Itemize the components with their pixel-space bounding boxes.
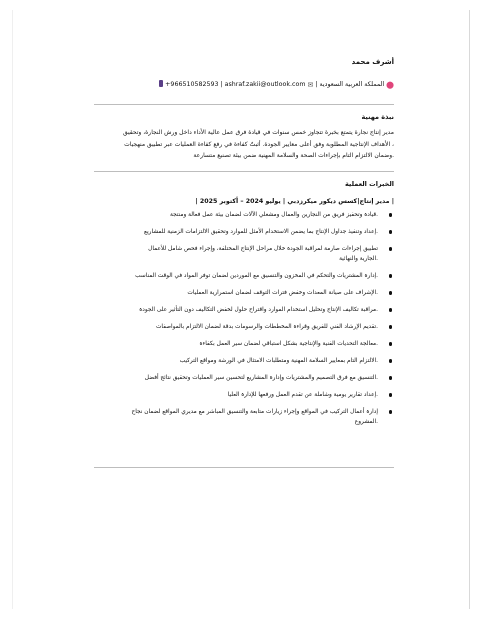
task-text: .معالجة التحديات الفنية والإنتاجية بشكل استباقي لضمان سير العمل بكفاءة bbox=[199, 340, 378, 347]
summary-line: ، الأهداف الإنتاجية المطلوبة وفق أعلى معايير الجودة. أثبتّ كفاءة في رفع كفاءة العمليات عبر تطبيق منهجيات bbox=[124, 140, 394, 148]
contact-line bbox=[94, 80, 394, 90]
bullet-icon bbox=[389, 410, 392, 413]
map-pin-icon: ⬤ bbox=[386, 81, 394, 89]
summary-heading: نبذة مهنية bbox=[361, 113, 394, 121]
task-item bbox=[94, 407, 394, 427]
contact-separator: | bbox=[315, 81, 318, 88]
location-text: المملكة العربية السعودية bbox=[319, 81, 385, 88]
bullet-icon bbox=[389, 274, 392, 277]
summary-line: .وضمان الالتزام التام بإجراءات الصحة والسلامة المهنية ضمن بيئة تصنيع متسارعة bbox=[193, 152, 394, 160]
contact-separator: | bbox=[220, 81, 223, 88]
experience-heading: الخبرات العملية bbox=[344, 179, 394, 188]
task-text: .مراقبة تكاليف الإنتاج وتحليل استخدام الموارد واقتراح حلول لخفض التكاليف دون التأثير على الجودة bbox=[139, 306, 378, 313]
summary-line: مدير إنتاج نجارة يتمتع بخبرة تتجاوز خمس سنوات في قيادة فرق عمل عالية الأداء داخل ورش النجارة، وتحقيق bbox=[123, 129, 394, 136]
bullet-icon bbox=[389, 342, 392, 345]
task-item bbox=[94, 227, 394, 237]
bullet-icon bbox=[389, 230, 392, 233]
email-link[interactable]: ashraf.zakii@outlook.com bbox=[224, 81, 306, 88]
bullet-icon bbox=[389, 291, 392, 294]
page-edge-left bbox=[12, 10, 13, 609]
phone-number[interactable]: +966510582593 bbox=[165, 81, 219, 88]
task-text: إدارة أعمال التركيب في المواقع وإجراء زيارات متابعة والتنسيق المباشر مع مديري المواقع لضمان نجاح .المشروع bbox=[131, 408, 378, 425]
resume-content bbox=[94, 58, 394, 468]
task-text: .إعداد وتنفيذ جداول الإنتاج بما يضمن الاستخدام الأمثل للموارد وتحقيق الالتزامات الزمنية للمشاريع bbox=[143, 228, 378, 235]
divider bbox=[94, 467, 394, 468]
task-text: .إدارة المشتريات والتحكم في المخزون والتنسيق مع الموردين لضمان توفر المواد في الوقت المناسب bbox=[135, 272, 378, 279]
bullet-icon bbox=[389, 247, 392, 250]
task-text: .الإشراف على صيانة المعدات وخفض فترات التوقف لضمان استمرارية العمليات bbox=[187, 289, 378, 296]
bullet-icon bbox=[389, 213, 392, 216]
task-text: .إعداد تقارير يومية وشاملة عن تقدم العمل ورفعها للإدارة العليا bbox=[227, 391, 378, 398]
divider bbox=[94, 171, 394, 172]
job-title: | مدير إنتاج|كسس ديكور ميكرزدبي | يوليو 2024 – أكتوبر 2025 | bbox=[195, 197, 394, 205]
divider bbox=[94, 104, 394, 105]
task-item bbox=[94, 288, 394, 298]
task-item bbox=[94, 271, 394, 281]
task-text: .التنسيق مع فرق التصميم والمشتريات وإدارة المشاريع لتحسين سير العمليات وتحقيق نتائج أفضل bbox=[144, 374, 378, 381]
task-item bbox=[94, 244, 394, 264]
task-item bbox=[94, 339, 394, 349]
task-item bbox=[94, 305, 394, 315]
mobile-phone-icon bbox=[159, 80, 163, 87]
task-item bbox=[94, 356, 394, 366]
envelope-icon: ✉ bbox=[307, 81, 314, 89]
bullet-icon bbox=[389, 308, 392, 311]
task-list bbox=[94, 210, 394, 427]
bullet-icon bbox=[389, 359, 392, 362]
summary-paragraph bbox=[94, 127, 394, 162]
candidate-name: أشرف محمد bbox=[351, 58, 394, 66]
page-edge-right bbox=[469, 10, 470, 609]
task-item bbox=[94, 390, 394, 400]
bullet-icon bbox=[389, 376, 392, 379]
task-text: .تقديم الإرشاد الفني للفريق وقراءة المخططات والرسومات بدقة لضمان الالتزام بالمواصفات bbox=[155, 323, 378, 330]
task-text: .قيادة وتحفيز فريق من النجارين والعمال ومشغلي الآلات لضمان بيئة عمل فعالة ومنتجة bbox=[170, 211, 378, 218]
bullet-icon bbox=[389, 393, 392, 396]
task-text: تطبيق إجراءات صارمة لمراقبة الجودة خلال مراحل الإنتاج المختلفة، وإجراء فحص شامل للأعمال .الجارية والنهائية bbox=[148, 245, 378, 262]
task-item bbox=[94, 322, 394, 332]
task-item bbox=[94, 210, 394, 220]
task-text: .الالتزام التام بمعايير السلامة المهنية ومتطلبات الامتثال في الورشة ومواقع التركيب bbox=[179, 357, 378, 364]
bullet-icon bbox=[389, 325, 392, 328]
task-item bbox=[94, 373, 394, 383]
